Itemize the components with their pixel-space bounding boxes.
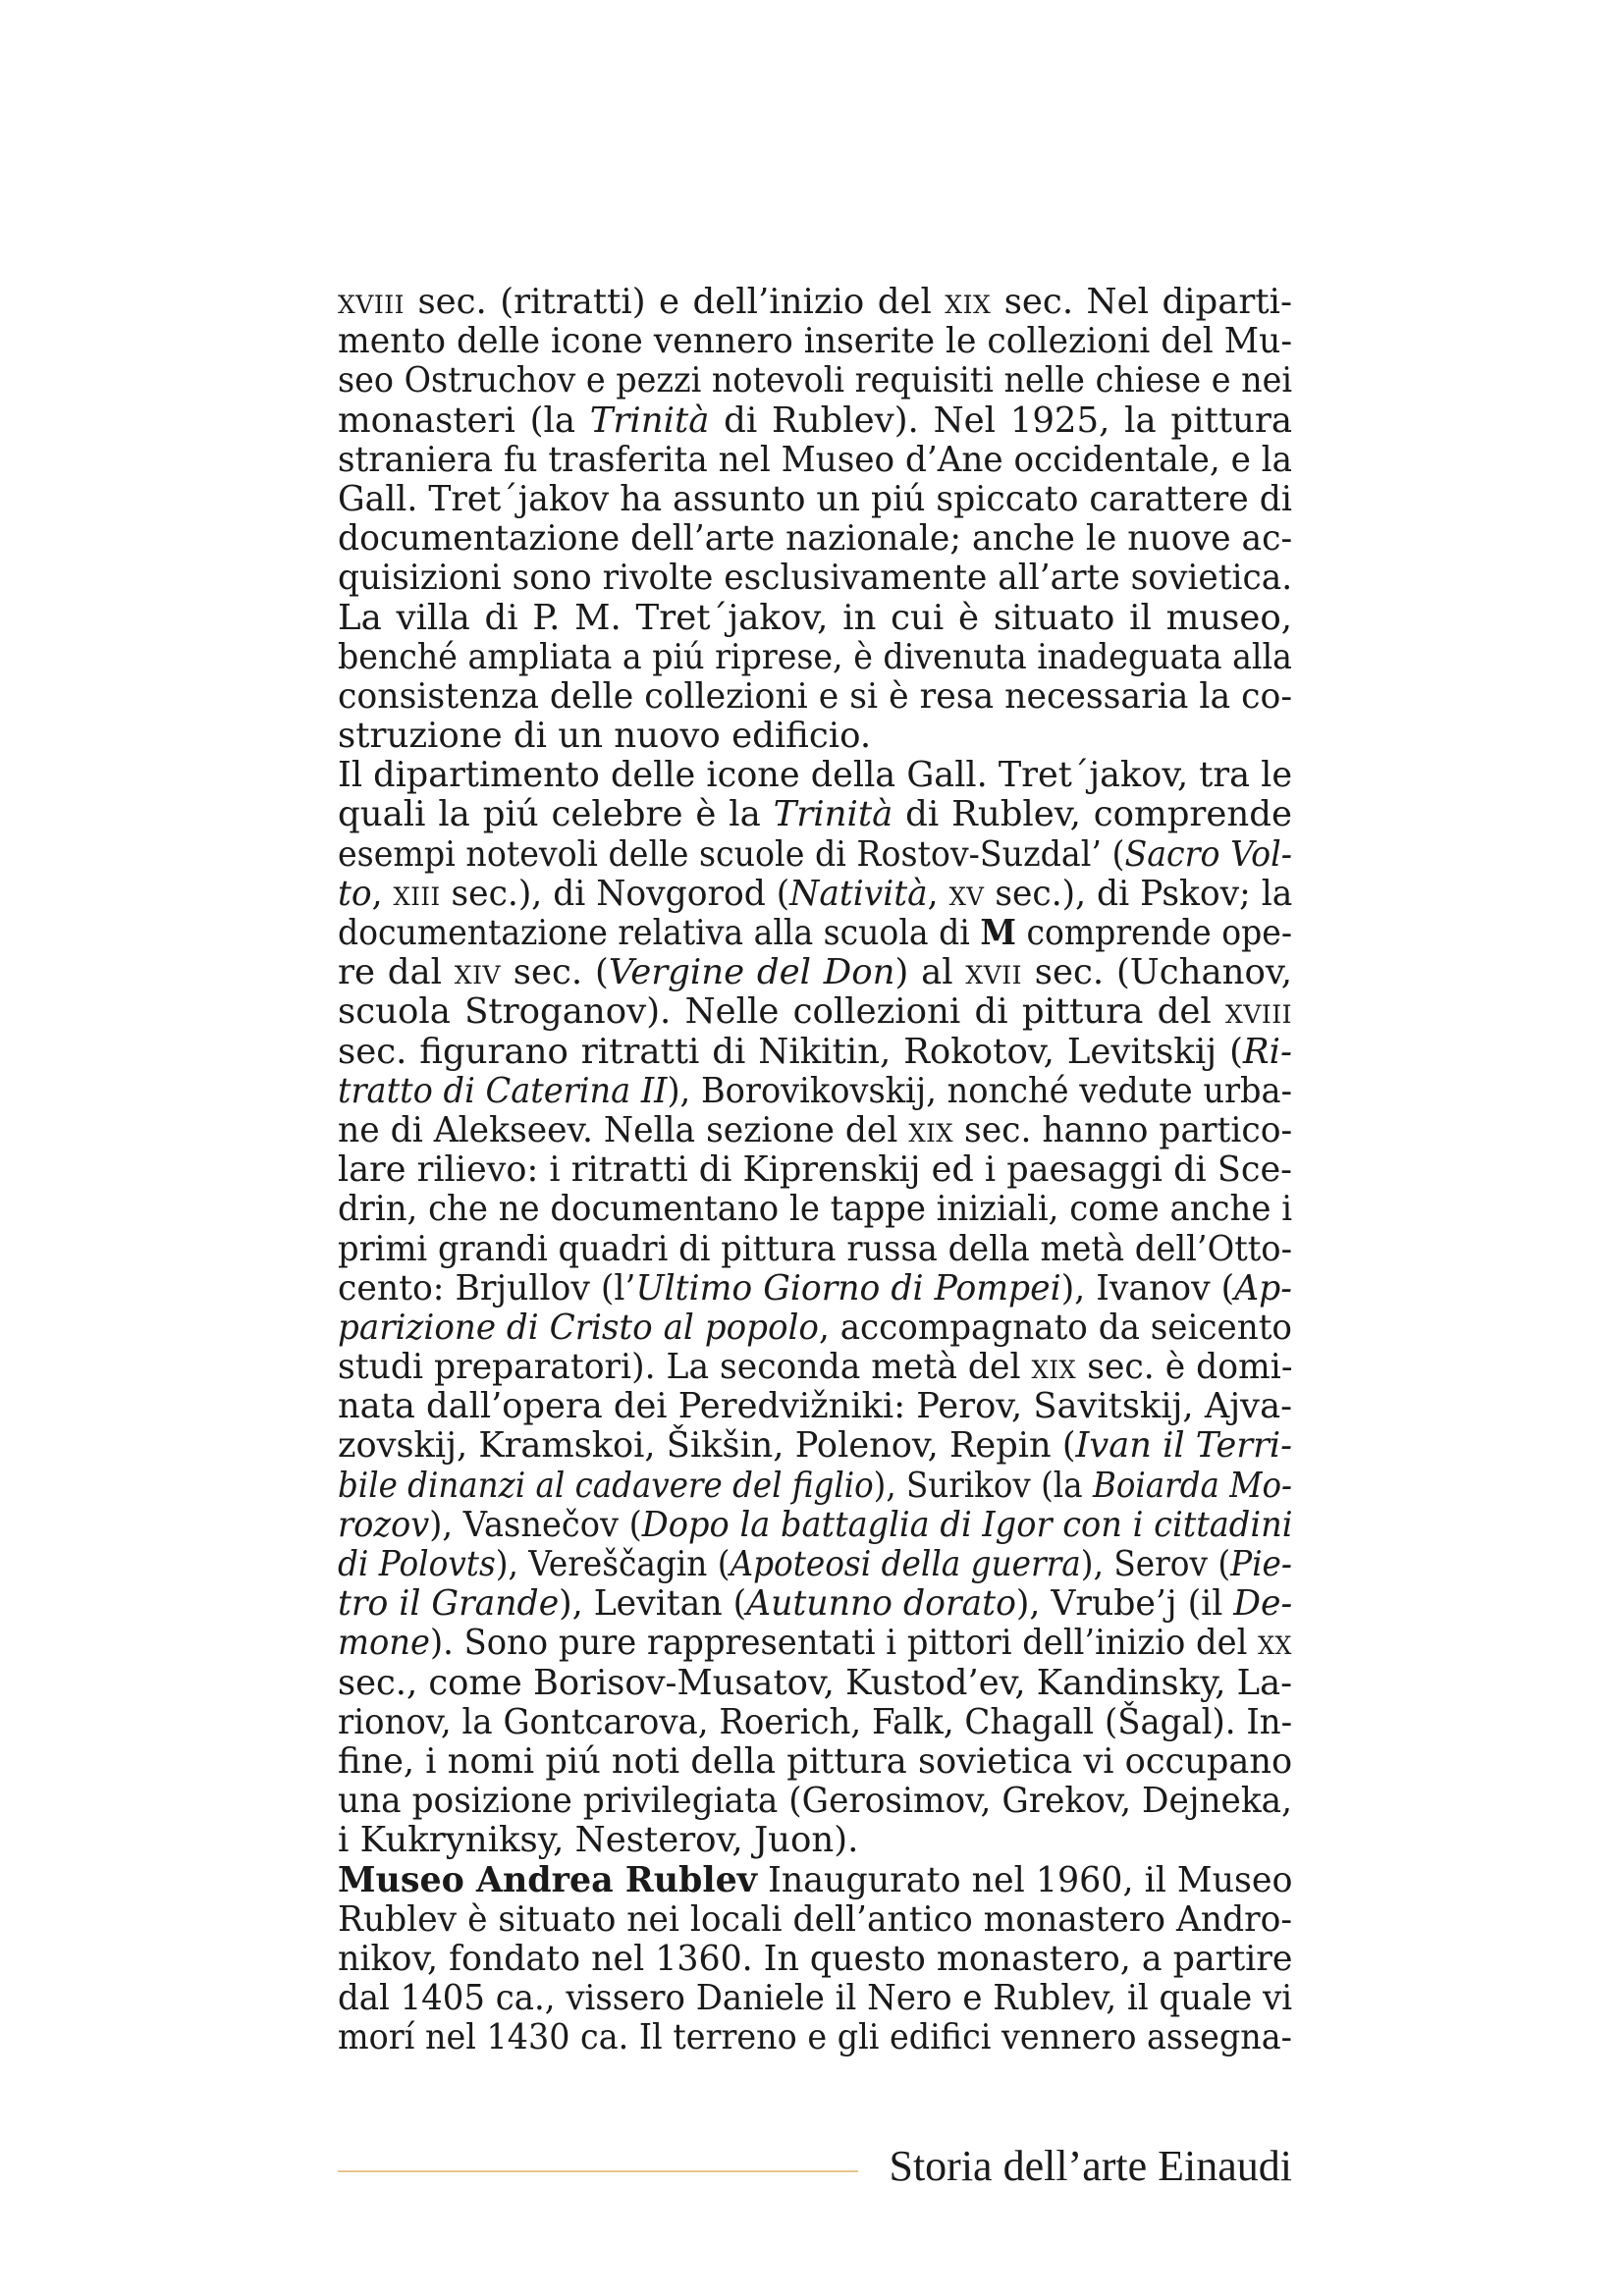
text-line xyxy=(338,992,1292,1032)
text-run: documentazione dell’arte nazionale; anche le nuove ac- xyxy=(338,518,1293,560)
body-text xyxy=(338,283,1292,2057)
text-run: mento delle icone vennero inserite le collezioni del Mu- xyxy=(338,321,1292,362)
century-numeral: xx xyxy=(1258,1623,1292,1664)
text-line xyxy=(338,322,1292,361)
text-line xyxy=(338,795,1292,834)
text-line xyxy=(338,953,1292,992)
text-line xyxy=(338,559,1292,598)
text-run: sec. ( xyxy=(501,952,609,993)
text-run: sec. figurano ritratti di Nikitin, Rokotov, Levitskij ( xyxy=(338,1031,1243,1072)
text-line xyxy=(338,875,1292,914)
text-run: ), Borovikovskij, nonché vedute urba- xyxy=(667,1070,1292,1111)
text-line xyxy=(338,1703,1292,1742)
text-run: sec. (Uchanov, xyxy=(1022,952,1292,993)
text-line xyxy=(338,361,1292,400)
footer-rule xyxy=(338,2170,858,2172)
italic-title: rozov xyxy=(338,1504,430,1545)
text-run: ), Surikov (la xyxy=(873,1465,1093,1506)
text-run: Gall. Tret´jakov ha assunto un piú spiccato carattere di xyxy=(338,478,1292,519)
text-run: ), Vereščagin ( xyxy=(495,1544,730,1584)
text-line xyxy=(338,1545,1292,1584)
text-line xyxy=(338,835,1292,875)
text-line xyxy=(338,283,1292,322)
text-run: esempi notevoli delle scuole di Rostov-Suzdal’ ( xyxy=(338,833,1125,875)
text-run: La villa di P. M. Tret´jakov, in cui è situato il museo, xyxy=(338,597,1292,638)
italic-title: De- xyxy=(1233,1583,1293,1625)
text-line xyxy=(338,1269,1292,1308)
text-run: cento: Brjullov (l’ xyxy=(338,1267,636,1308)
italic-title: Trinità xyxy=(589,400,710,441)
text-line xyxy=(338,1782,1292,1821)
text-line xyxy=(338,1506,1292,1545)
text-run: sec. (ritratti) e dell’inizio del xyxy=(404,282,946,322)
italic-title: Ivan il Terri- xyxy=(1075,1425,1292,1467)
footer-title: Storia dell’arte Einaudi xyxy=(889,2142,1292,2190)
bold-text: Museo Andrea Rublev xyxy=(338,1859,758,1900)
text-run: ). Sono pure rappresentati i pittori dell’inizio del xyxy=(429,1623,1259,1664)
text-line xyxy=(338,638,1292,677)
text-line xyxy=(338,1387,1292,1426)
text-run: nikov, fondato nel 1360. In questo monastero, a partire xyxy=(338,1938,1293,1979)
text-line xyxy=(338,677,1292,717)
text-line xyxy=(338,1111,1292,1150)
text-run: nata dall’opera dei Peredvižniki: Perov, Savitskij, Ajva- xyxy=(338,1386,1292,1427)
text-run: Rublev è situato nei locali dell’antico monastero Andro- xyxy=(338,1898,1293,1940)
text-line xyxy=(338,1308,1292,1348)
century-numeral: xviii xyxy=(338,282,405,322)
italic-title: Autunno dorato xyxy=(746,1583,1016,1625)
text-run: quisizioni sono rivolte esclusivamente all’arte sovietica. xyxy=(338,558,1293,599)
text-line xyxy=(338,1979,1292,2018)
italic-title: di Polovts xyxy=(338,1544,496,1584)
text-line xyxy=(338,717,1292,756)
text-run: monasteri (la xyxy=(338,400,590,441)
text-run: drin, che ne documentano le tappe iniziali, come anche i xyxy=(338,1189,1293,1230)
italic-title: mone xyxy=(338,1623,430,1664)
italic-title: Dopo la battaglia di Igor con i cittadini xyxy=(641,1504,1293,1545)
text-run: quali la piú celebre è la xyxy=(338,794,774,835)
text-run: zovskij, Kramskoi, Šikšin, Polenov, Repin ( xyxy=(338,1425,1076,1467)
text-line xyxy=(338,1190,1292,1229)
text-run: una posizione privilegiata (Gerosimov, Grekov, Dejneka, xyxy=(338,1781,1292,1822)
text-run: straniera fu trasferita nel Museo d’Ane occidentale, e la xyxy=(338,439,1292,480)
italic-title: Trinità xyxy=(773,794,893,835)
text-run: Il dipartimento delle icone della Gall. Tret´jakov, tra le xyxy=(338,755,1293,796)
text-line xyxy=(338,1861,1292,1900)
text-line xyxy=(338,599,1292,638)
italic-title: tratto di Caterina II xyxy=(338,1070,668,1111)
century-numeral: xix xyxy=(1031,1347,1077,1388)
text-run: ), Ivanov ( xyxy=(1060,1267,1235,1308)
text-run: ), Vrube’j (il xyxy=(1015,1583,1234,1625)
text-run: fine, i nomi piú noti della pittura sovietica vi occupano xyxy=(338,1740,1293,1782)
text-line xyxy=(338,1072,1292,1111)
text-run: dal 1405 ca., vissero Daniele il Nero e Rublev, il quale vi xyxy=(338,1978,1293,2019)
text-line xyxy=(338,480,1292,519)
text-run: re dal xyxy=(338,952,455,993)
text-run: sec.), di Pskov; la xyxy=(984,873,1293,914)
text-line xyxy=(338,1467,1292,1506)
italic-title: Ultimo Giorno di Pompei xyxy=(635,1267,1061,1308)
text-run: ), Levitan ( xyxy=(559,1583,747,1625)
text-run: benché ampliata a piú riprese, è divenuta inadeguata alla xyxy=(338,636,1292,677)
text-run: morí nel 1430 ca. Il terreno e gli edifici vennero assegna- xyxy=(338,2017,1292,2058)
text-line xyxy=(338,1742,1292,1782)
text-line xyxy=(338,1230,1292,1269)
italic-title: Sacro Vol- xyxy=(1124,833,1292,875)
text-run: , xyxy=(371,873,394,914)
text-line xyxy=(338,1664,1292,1703)
text-run: Inaugurato nel 1960, il Museo xyxy=(757,1859,1293,1900)
text-run: studi preparatori). La seconda metà del xyxy=(338,1347,1032,1388)
text-run: documentazione relativa alla scuola di xyxy=(338,913,981,953)
text-line xyxy=(338,519,1292,559)
century-numeral: xv xyxy=(948,873,985,914)
text-run: lare rilievo: i ritratti di Kiprenskij ed i paesaggi di Sce- xyxy=(338,1149,1292,1191)
text-line xyxy=(338,401,1292,441)
text-line xyxy=(338,1348,1292,1387)
text-line xyxy=(338,1940,1292,1979)
century-numeral: xviii xyxy=(1225,991,1292,1033)
text-line xyxy=(338,1821,1292,1860)
text-line xyxy=(338,914,1292,953)
text-line xyxy=(338,441,1292,480)
italic-title: Ap- xyxy=(1234,1267,1292,1308)
text-line xyxy=(338,1033,1292,1072)
italic-title: bile dinanzi al cadavere del figlio xyxy=(338,1465,874,1506)
text-line xyxy=(338,1584,1292,1624)
text-run: sec.), di Novgorod ( xyxy=(440,873,790,914)
text-run: sec. Nel diparti- xyxy=(991,282,1292,322)
text-line xyxy=(338,1900,1292,1940)
century-numeral: xvii xyxy=(965,952,1022,993)
text-run: di Rublev, comprende xyxy=(893,794,1292,835)
text-run: sec. hanno partico- xyxy=(953,1109,1293,1150)
bold-text: M xyxy=(980,913,1016,953)
italic-title: Apoteosi della guerra xyxy=(730,1544,1081,1584)
text-run: sec. è domi- xyxy=(1076,1347,1293,1388)
text-line xyxy=(338,1426,1292,1466)
text-run: ) al xyxy=(894,952,966,993)
text-line xyxy=(338,756,1292,795)
text-run: comprende ope- xyxy=(1015,913,1292,953)
italic-title: Natività xyxy=(789,873,928,914)
italic-title: tro il Grande xyxy=(338,1583,560,1625)
italic-title: Pie- xyxy=(1230,1544,1292,1584)
text-run: scuola Stroganov). Nelle collezioni di pittura del xyxy=(338,991,1226,1033)
text-run: ), Vasnečov ( xyxy=(429,1504,642,1545)
text-run: , accompagnato da seicento xyxy=(818,1307,1292,1348)
text-line xyxy=(338,2018,1292,2057)
century-numeral: xix xyxy=(945,282,992,322)
text-run: i Kukryniksy, Nesterov, Juon). xyxy=(338,1820,859,1861)
text-run: primi grandi quadri di pittura russa della metà dell’Otto- xyxy=(338,1228,1292,1269)
italic-title: parizione di Cristo al popolo xyxy=(338,1307,819,1348)
text-run: di Rublev). Nel 1925, la pittura xyxy=(709,400,1292,441)
italic-title: to xyxy=(338,873,372,914)
italic-title: Ri- xyxy=(1242,1031,1292,1072)
italic-title: Boiarda Mo- xyxy=(1092,1465,1293,1506)
century-numeral: xiv xyxy=(454,952,502,993)
text-run: consistenza delle collezioni e si è resa necessaria la co- xyxy=(338,675,1293,717)
century-numeral: xix xyxy=(908,1109,954,1150)
text-run: , xyxy=(927,873,949,914)
text-line xyxy=(338,1624,1292,1663)
text-run: rionov, la Gontcarova, Roerich, Falk, Chagall (Šagal). In- xyxy=(338,1701,1293,1742)
italic-title: Vergine del Don xyxy=(608,952,895,993)
text-run: ), Serov ( xyxy=(1080,1544,1231,1584)
text-run: struzione di un nuovo edificio. xyxy=(338,716,872,757)
text-run: ne di Alekseev. Nella sezione del xyxy=(338,1109,909,1150)
text-run: sec., come Borisov-Musatov, Kustod’ev, Kandinsky, La- xyxy=(338,1662,1293,1703)
text-run: seo Ostruchov e pezzi notevoli requisiti nelle chiese e nei xyxy=(338,360,1293,401)
text-line xyxy=(338,1150,1292,1190)
century-numeral: xiii xyxy=(393,873,441,914)
